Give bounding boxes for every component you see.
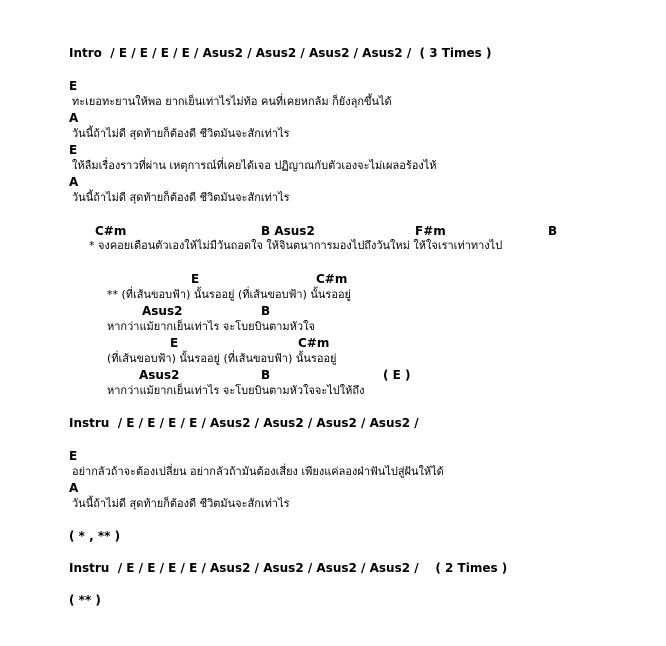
lyric-line: * จงคอยเตือนตัวเองให้ไม่มีวันถอดใจ ให้จินตนาการมองไปถึงวันใหม่ ให้ใจเราเท่าทางไป	[89, 239, 503, 252]
intro-line: Intro / E / E / E / E / Asus2 / Asus2 / Asus2 / Asus2 / ( 3 Times )	[69, 46, 492, 60]
repeat-marker: ( ** )	[69, 593, 101, 607]
lyric-line: หากว่าแม้ยากเย็นเท่าไร จะโบยบินตามหัวใจ	[107, 320, 315, 333]
chord-label: B Asus2	[261, 224, 315, 238]
lyric-line: หากว่าแม้ยากเย็นเท่าไร จะโบยบินตามหัวใจจะไปให้ถึง	[107, 384, 365, 397]
chord-label: A	[69, 481, 79, 495]
instru-line: Instru / E / E / E / E / Asus2 / Asus2 / Asus2 / Asus2 /	[69, 416, 419, 430]
chord-label: E	[170, 336, 179, 350]
lyric-line: ** (ที่เส้นขอบฟ้า) นั้นรออยู่ (ที่เส้นขอบฟ้า) นั้นรออยู่	[107, 288, 351, 301]
lyric-line: (ที่เส้นขอบฟ้า) นั้นรออยู่ (ที่เส้นขอบฟ้า) นั้นรออยู่	[107, 352, 337, 365]
chord-label: B	[548, 224, 558, 238]
chord-label: C#m	[316, 272, 348, 286]
lyric-line: วันนี้ถ้าไม่ดี สุดท้ายก็ต้องดี ชีวิตมันจะสักเท่าไร	[72, 127, 290, 140]
chord-label: C#m	[298, 336, 330, 350]
chord-label: A	[69, 175, 79, 189]
chord-label: E	[69, 79, 78, 93]
chord-label: C#m	[95, 224, 127, 238]
chord-label: E	[69, 143, 78, 157]
chord-label: Asus2	[139, 368, 180, 382]
lyric-line: ทะเยอทะยานให้พอ ยากเย็นเท่าไรไม่ท้อ คนที่เคยหกล้ม ก็ยังลุกขึ้นได้	[72, 95, 392, 108]
chord-label: A	[69, 111, 79, 125]
chord-label: E	[69, 449, 78, 463]
lyric-line: วันนี้ถ้าไม่ดี สุดท้ายก็ต้องดี ชีวิตมันจะสักเท่าไร	[72, 191, 290, 204]
repeat-marker: ( * , ** )	[69, 529, 121, 543]
instru-line: Instru / E / E / E / E / Asus2 / Asus2 / Asus2 / Asus2 / ( 2 Times )	[69, 561, 508, 575]
lyric-line: ให้ลืมเรื่องราวที่ผ่าน เหตุการณ์ที่เคยได้เจอ ปฏิญาณกับตัวเองจะไม่เผลอร้องไห้	[72, 159, 437, 172]
chord-label: E	[191, 272, 200, 286]
chord-label: ( E )	[383, 368, 411, 382]
chord-label: Asus2	[142, 304, 183, 318]
lyric-line: วันนี้ถ้าไม่ดี สุดท้ายก็ต้องดี ชีวิตมันจะสักเท่าไร	[72, 497, 290, 510]
chord-label: F#m	[415, 224, 446, 238]
lyric-line: อย่ากลัวถ้าจะต้องเปลี่ยน อย่ากลัวถ้ามันต้องเสี่ยง เพียงแค่ลองฝ่าฟันไปสู่ฝันให้ได้	[72, 465, 444, 478]
chord-label: B	[261, 368, 271, 382]
chord-label: B	[261, 304, 271, 318]
